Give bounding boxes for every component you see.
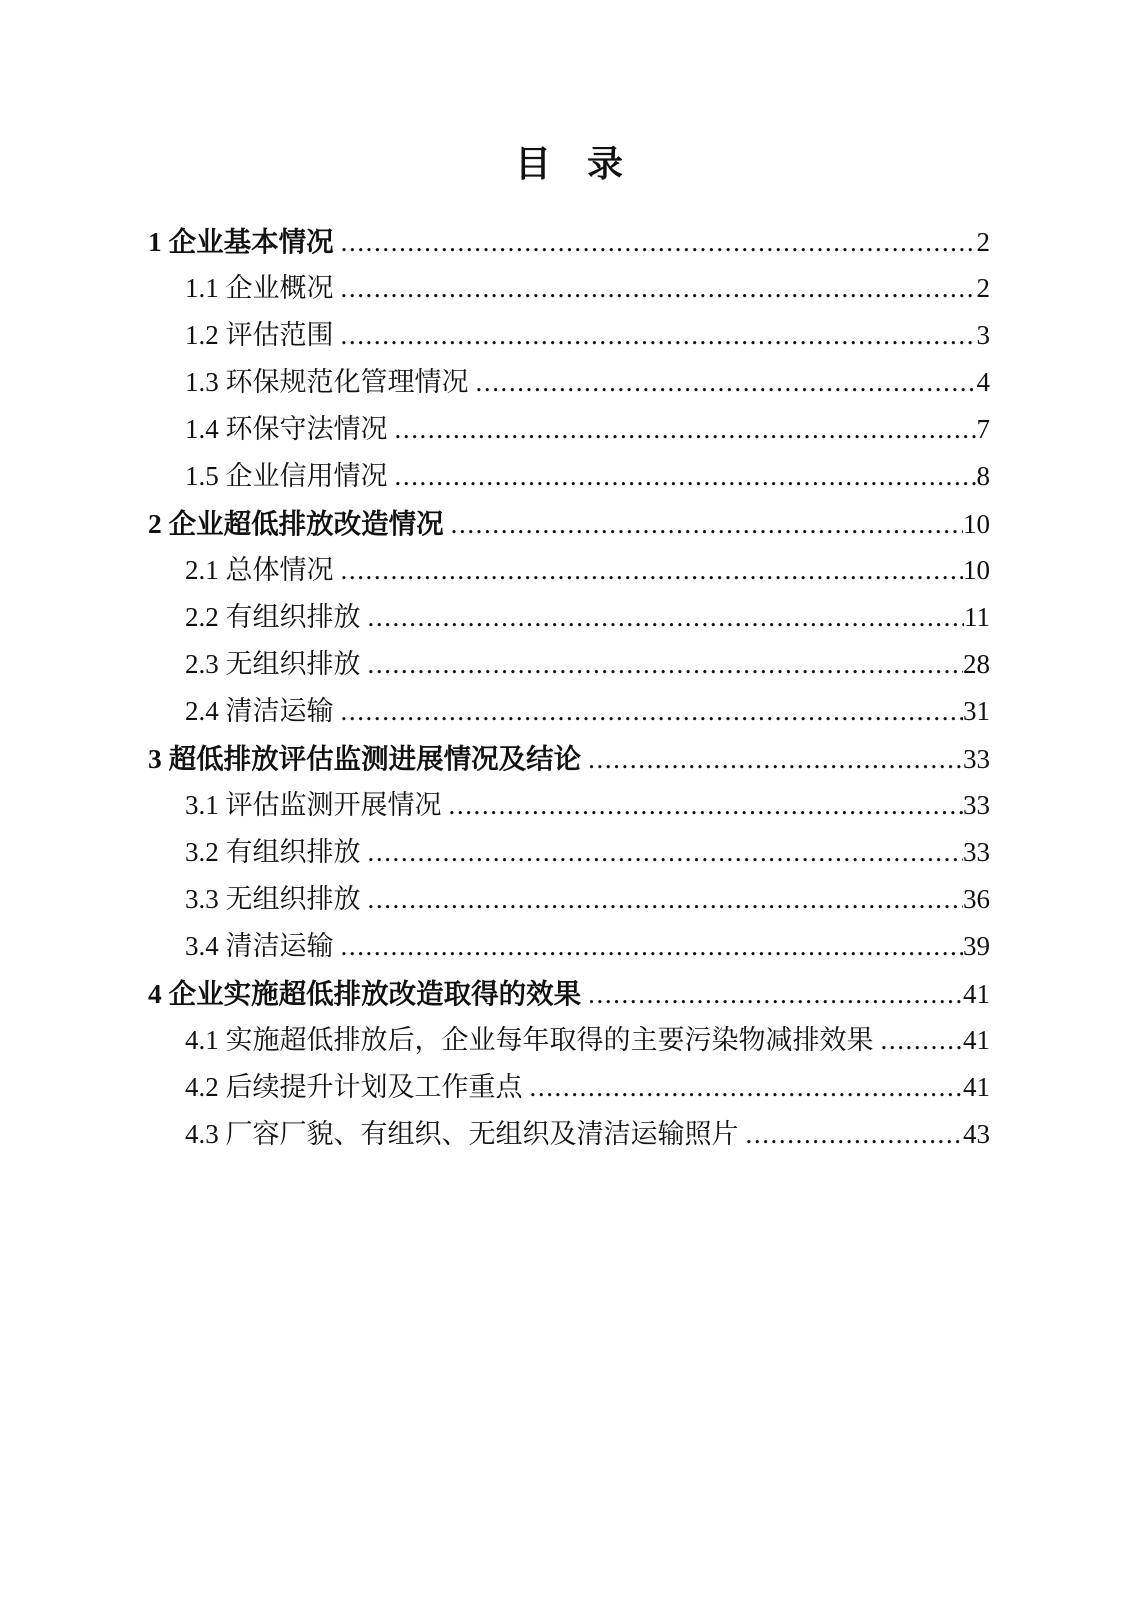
toc-dots-leader	[588, 736, 963, 783]
toc-entry-page: 3	[976, 320, 990, 350]
toc-dots-leader	[368, 829, 964, 876]
toc-dots-leader	[341, 547, 964, 594]
toc-dots-leader	[395, 406, 977, 453]
toc-entry-page: 11	[964, 602, 990, 632]
toc-entry[interactable]	[148, 265, 990, 312]
toc-dots-leader	[341, 688, 964, 735]
toc-dots-leader	[530, 1064, 964, 1111]
toc-entry-label: 1.2 评估范围	[185, 320, 334, 350]
toc-entry[interactable]	[148, 453, 990, 500]
toc-entry[interactable]	[148, 829, 990, 876]
toc-entry-page: 31	[963, 696, 990, 726]
toc-dots-leader	[341, 312, 977, 359]
toc-dots-leader	[341, 923, 964, 970]
toc-entry-page: 41	[963, 1025, 990, 1055]
toc-dots-leader	[881, 1017, 964, 1064]
toc-entry-label: 4.2 后续提升计划及工作重点	[185, 1072, 523, 1102]
toc-entry-page: 43	[963, 1119, 990, 1149]
toc-entry-page: 41	[963, 979, 990, 1009]
toc-entry[interactable]	[148, 970, 990, 1017]
toc-dots-leader	[368, 876, 964, 923]
toc-entry[interactable]	[148, 688, 990, 735]
toc-entry-label: 2 企业超低排放改造情况	[148, 508, 444, 539]
toc-entry[interactable]	[148, 406, 990, 453]
toc-entry-page: 2	[976, 227, 990, 257]
toc-entry[interactable]	[148, 1017, 990, 1064]
toc-dots-leader	[395, 453, 977, 500]
toc-entry-page: 28	[963, 649, 990, 679]
toc-entry[interactable]	[148, 500, 990, 547]
toc-entry-page: 10	[963, 555, 990, 585]
toc-entry-label: 3.4 清洁运输	[185, 931, 334, 961]
toc-entry-label: 3.3 无组织排放	[185, 884, 361, 914]
toc-dots-leader	[368, 594, 965, 641]
toc-dots-leader	[449, 782, 964, 829]
toc-entry[interactable]	[148, 359, 990, 406]
toc-entry-label: 4 企业实施超低排放改造取得的效果	[148, 978, 582, 1009]
toc-dots-leader	[451, 501, 963, 548]
toc-entry-page: 33	[963, 837, 990, 867]
toc-entry[interactable]	[148, 547, 990, 594]
toc-entry-label: 4.3 厂容厂貌、有组织、无组织及清洁运输照片	[185, 1119, 739, 1149]
toc-entry-page: 2	[976, 273, 990, 303]
toc-dots-leader	[588, 971, 963, 1018]
toc-entry-label: 2.4 清洁运输	[185, 696, 334, 726]
toc-entry-label: 1.5 企业信用情况	[185, 461, 388, 491]
toc-entry[interactable]	[148, 1064, 990, 1111]
toc-dots-leader	[368, 641, 964, 688]
toc-entry-label: 3.2 有组织排放	[185, 837, 361, 867]
toc-entry[interactable]	[148, 782, 990, 829]
toc-entry[interactable]	[148, 876, 990, 923]
toc-entry-page: 10	[963, 509, 990, 539]
toc-entry-label: 2.2 有组织排放	[185, 602, 361, 632]
toc-entry-label: 1.3 环保规范化管理情况	[185, 367, 469, 397]
toc-list	[148, 218, 990, 1158]
toc-dots-leader	[476, 359, 977, 406]
toc-dots-leader	[341, 219, 977, 266]
toc-entry-label: 2.3 无组织排放	[185, 649, 361, 679]
toc-entry[interactable]	[148, 312, 990, 359]
toc-entry-page: 41	[963, 1072, 990, 1102]
toc-entry-page: 7	[976, 414, 990, 444]
toc-entry[interactable]	[148, 1111, 990, 1158]
toc-entry-label: 1.4 环保守法情况	[185, 414, 388, 444]
toc-entry-label: 4.1 实施超低排放后，企业每年取得的主要污染物减排效果	[185, 1025, 874, 1055]
toc-entry-label: 3.1 评估监测开展情况	[185, 790, 442, 820]
toc-entry-label: 2.1 总体情况	[185, 555, 334, 585]
toc-dots-leader	[746, 1111, 964, 1158]
toc-entry-page: 33	[963, 790, 990, 820]
toc-entry[interactable]	[148, 735, 990, 782]
toc-entry[interactable]	[148, 641, 990, 688]
page-title: 目 录	[514, 144, 623, 184]
toc-dots-leader	[341, 265, 977, 312]
toc-entry-label: 1.1 企业概况	[185, 273, 334, 303]
toc-entry-label: 1 企业基本情况	[148, 226, 334, 257]
toc-entry-label: 3 超低排放评估监测进展情况及结论	[148, 743, 582, 774]
toc-entry-page: 4	[976, 367, 990, 397]
toc-entry-page: 36	[963, 884, 990, 914]
toc-entry-page: 39	[963, 931, 990, 961]
toc-entry[interactable]	[148, 923, 990, 970]
toc-entry[interactable]	[148, 594, 990, 641]
toc-entry-page: 33	[963, 744, 990, 774]
toc-entry[interactable]	[148, 218, 990, 265]
toc-entry-page: 8	[976, 461, 990, 491]
